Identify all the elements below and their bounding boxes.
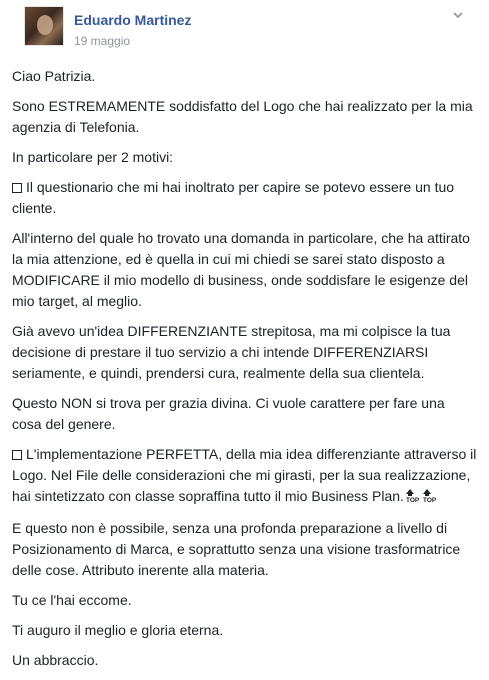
chevron-down-icon[interactable] bbox=[451, 8, 465, 22]
top-emoji-text: TOP bbox=[422, 497, 437, 503]
paragraph-reason-2 bbox=[12, 444, 478, 509]
ballot-box-icon bbox=[12, 183, 22, 193]
reason-2-text: L'implementazione PERFETTA, della mia idea differenziante attraverso il Logo. Nel File delle considerazioni che mi girasti, per la sua realizzazione, hai sintetizzato con classe sopraffina tutto il mio Business Plan. bbox=[12, 446, 477, 504]
paragraph-reason-1 bbox=[12, 177, 478, 219]
paragraph-eccome: Tu ce l'hai eccome. bbox=[12, 592, 132, 608]
paragraph-closing: Un abbraccio. bbox=[12, 652, 99, 668]
paragraph-idea: Già avevo un'idea DIFFERENZIANTE strepitosa, ma mi colpisce la tua decisione di prestare il tuo servizio a chi intende DIFFERENZIARSI seriamente, e quindi, prendersi cura, realmente della sua clientela. bbox=[12, 323, 451, 381]
avatar-face bbox=[37, 15, 53, 35]
avatar[interactable] bbox=[24, 6, 64, 46]
paragraph-wishes: Ti auguro il meglio e gloria eterna. bbox=[12, 622, 224, 638]
author-name[interactable]: Eduardo Martinez bbox=[74, 12, 192, 28]
paragraph-question: All'interno del quale ho trovato una domanda in particolare, che ha attirato la mia attenzione, ed è quella in cui mi chiedi se sarei stato disposto a MODIFICARE il mio modello di business, onde soddisfare le esigenze del mio target, al meglio. bbox=[12, 230, 470, 309]
paragraph-positioning: E questo non è possibile, senza una profonda preparazione a livello di Posizionamento di Marca, e soprattutto senza una visione trasformatrice delle cose. Attributo inerente alla materia. bbox=[12, 520, 461, 578]
top-emoji-text: TOP bbox=[405, 497, 420, 503]
top-arrow-emoji bbox=[406, 488, 440, 509]
paragraph-greeting: Ciao Patrizia. bbox=[12, 68, 96, 84]
post-date[interactable]: 19 maggio bbox=[74, 34, 131, 48]
reason-1-text: Il questionario che mi hai inoltrato per capire se potevo essere un tuo cliente. bbox=[12, 179, 455, 216]
post-body bbox=[12, 66, 478, 680]
paragraph-character: Questo NON si trova per grazia divina. Ci vuole carattere per fare una cosa del genere. bbox=[12, 395, 445, 432]
paragraph-intro: Sono ESTREMAMENTE soddisfatto del Logo che hai realizzato per la mia agenzia di Telefonia. bbox=[12, 98, 473, 135]
ballot-box-icon bbox=[12, 450, 22, 460]
paragraph-reasons: In particolare per 2 motivi: bbox=[12, 149, 174, 165]
post-header bbox=[12, 0, 477, 55]
